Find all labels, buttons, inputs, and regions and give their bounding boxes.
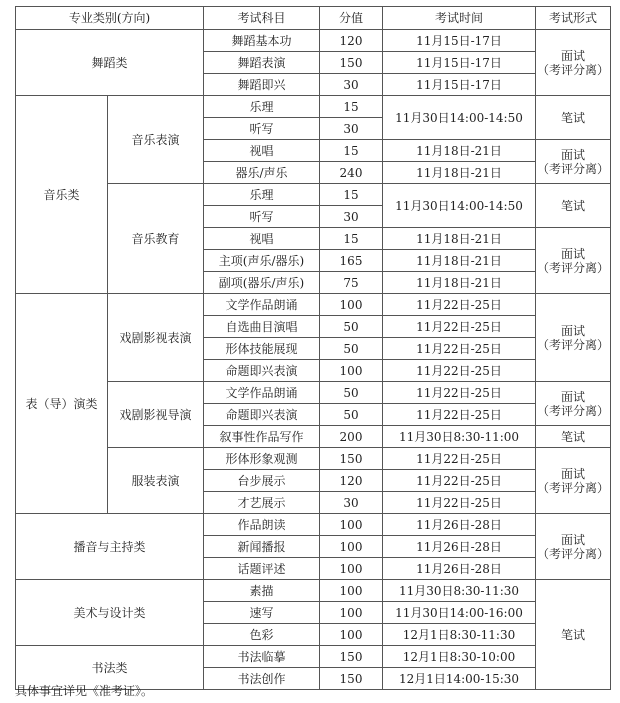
category-art-design: 美术与设计类 (16, 580, 204, 646)
time-cell: 12月1日14:00-15:30 (383, 668, 536, 690)
table-row (16, 30, 611, 52)
form-separation: （考评分离） (536, 337, 609, 352)
score-cell: 100 (320, 602, 383, 624)
subject-cell: 视唱 (204, 228, 320, 250)
subject-cell: 听写 (204, 118, 320, 140)
time-cell: 11月22日-25日 (383, 404, 536, 426)
table-row (16, 294, 611, 316)
subject-cell: 台步展示 (204, 470, 320, 492)
header-form: 考试形式 (536, 7, 611, 30)
score-cell: 100 (320, 624, 383, 646)
time-cell: 11月22日-25日 (383, 492, 536, 514)
time-cell: 11月30日14:00-14:50 (383, 184, 536, 228)
score-cell: 30 (320, 118, 383, 140)
score-cell: 30 (320, 74, 383, 96)
form-interview: 面试 (560, 466, 585, 481)
score-cell: 50 (320, 338, 383, 360)
time-cell: 11月18日-21日 (383, 250, 536, 272)
form-cell (536, 448, 611, 514)
table-row (16, 580, 611, 602)
subject-cell: 副项(器乐/声乐) (204, 272, 320, 294)
subject-cell: 乐理 (204, 184, 320, 206)
subject-cell: 色彩 (204, 624, 320, 646)
subject-cell: 书法创作 (204, 668, 320, 690)
exam-schedule (15, 6, 611, 690)
time-cell: 11月30日8:30-11:00 (383, 426, 536, 448)
time-cell: 11月22日-25日 (383, 448, 536, 470)
score-cell: 150 (320, 52, 383, 74)
time-cell: 11月18日-21日 (383, 228, 536, 250)
score-cell: 15 (320, 96, 383, 118)
time-cell: 11月18日-21日 (383, 140, 536, 162)
form-cell (536, 228, 611, 294)
score-cell: 150 (320, 668, 383, 690)
subject-cell: 素描 (204, 580, 320, 602)
form-separation: （考评分离） (536, 546, 609, 561)
score-cell: 120 (320, 470, 383, 492)
form-interview: 面试 (560, 246, 585, 261)
category-dance: 舞蹈类 (16, 30, 204, 96)
exam-schedule-table (15, 6, 611, 690)
time-cell: 11月22日-25日 (383, 338, 536, 360)
subject-cell: 形体技能展现 (204, 338, 320, 360)
subject-cell: 乐理 (204, 96, 320, 118)
form-interview: 面试 (560, 323, 585, 338)
score-cell: 50 (320, 404, 383, 426)
time-cell: 11月22日-25日 (383, 382, 536, 404)
subject-cell: 自选曲目演唱 (204, 316, 320, 338)
time-cell: 11月15日-17日 (383, 30, 536, 52)
score-cell: 120 (320, 30, 383, 52)
subject-cell: 新闻播报 (204, 536, 320, 558)
subject-cell: 话题评述 (204, 558, 320, 580)
time-cell: 11月22日-25日 (383, 360, 536, 382)
subject-cell: 主项(声乐/器乐) (204, 250, 320, 272)
direction-drama-directing: 戏剧影视导演 (108, 382, 204, 448)
time-cell: 12月1日8:30-10:00 (383, 646, 536, 668)
time-cell: 11月22日-25日 (383, 316, 536, 338)
form-separation: （考评分离） (536, 403, 609, 418)
score-cell: 100 (320, 580, 383, 602)
form-separation: （考评分离） (536, 161, 609, 176)
subject-cell: 舞蹈即兴 (204, 74, 320, 96)
table-row (16, 646, 611, 668)
category-acting: 表（导）演类 (16, 294, 108, 514)
form-separation: （考评分离） (536, 62, 609, 77)
form-separation: （考评分离） (536, 260, 609, 275)
subject-cell: 视唱 (204, 140, 320, 162)
category-music: 音乐类 (16, 96, 108, 294)
direction-music-performance: 音乐表演 (108, 96, 204, 184)
header-subject: 考试科目 (204, 7, 320, 30)
header-major: 专业类别(方向) (16, 7, 204, 30)
subject-cell: 速写 (204, 602, 320, 624)
category-broadcast: 播音与主持类 (16, 514, 204, 580)
subject-cell: 作品朗读 (204, 514, 320, 536)
form-cell (536, 382, 611, 426)
subject-cell: 舞蹈基本功 (204, 30, 320, 52)
score-cell: 200 (320, 426, 383, 448)
form-interview: 面试 (560, 389, 585, 404)
time-cell: 11月26日-28日 (383, 558, 536, 580)
subject-cell: 器乐/声乐 (204, 162, 320, 184)
subject-cell: 舞蹈表演 (204, 52, 320, 74)
score-cell: 100 (320, 558, 383, 580)
score-cell: 50 (320, 382, 383, 404)
score-cell: 165 (320, 250, 383, 272)
score-cell: 150 (320, 646, 383, 668)
score-cell: 240 (320, 162, 383, 184)
form-separation: （考评分离） (536, 480, 609, 495)
score-cell: 15 (320, 228, 383, 250)
direction-fashion-performance: 服装表演 (108, 448, 204, 514)
score-cell: 100 (320, 294, 383, 316)
score-cell: 100 (320, 536, 383, 558)
header-row (16, 7, 611, 30)
time-cell: 11月15日-17日 (383, 52, 536, 74)
time-cell: 11月22日-25日 (383, 294, 536, 316)
subject-cell: 命题即兴表演 (204, 404, 320, 426)
subject-cell: 命题即兴表演 (204, 360, 320, 382)
score-cell: 150 (320, 448, 383, 470)
time-cell: 11月22日-25日 (383, 470, 536, 492)
form-interview: 面试 (560, 532, 585, 547)
form-written: 笔试 (536, 96, 611, 140)
form-cell (536, 514, 611, 580)
direction-music-education: 音乐教育 (108, 184, 204, 294)
score-cell: 15 (320, 184, 383, 206)
table-row (16, 96, 611, 118)
header-score: 分值 (320, 7, 383, 30)
form-cell (536, 294, 611, 382)
form-cell (536, 140, 611, 184)
table-row (16, 514, 611, 536)
time-cell: 11月18日-21日 (383, 272, 536, 294)
score-cell: 100 (320, 514, 383, 536)
time-cell: 11月26日-28日 (383, 514, 536, 536)
score-cell: 15 (320, 140, 383, 162)
score-cell: 30 (320, 492, 383, 514)
score-cell: 100 (320, 360, 383, 382)
subject-cell: 形体形象观测 (204, 448, 320, 470)
subject-cell: 才艺展示 (204, 492, 320, 514)
form-cell (536, 30, 611, 96)
score-cell: 75 (320, 272, 383, 294)
form-interview: 面试 (560, 147, 585, 162)
time-cell: 11月30日8:30-11:30 (383, 580, 536, 602)
footnote: 具体事宜详见《准考证》。 (15, 684, 154, 698)
form-interview: 面试 (560, 48, 585, 63)
subject-cell: 文学作品朗诵 (204, 382, 320, 404)
score-cell: 30 (320, 206, 383, 228)
time-cell: 11月26日-28日 (383, 536, 536, 558)
subject-cell: 书法临摹 (204, 646, 320, 668)
time-cell: 12月1日8:30-11:30 (383, 624, 536, 646)
time-cell: 11月18日-21日 (383, 162, 536, 184)
form-written: 笔试 (536, 426, 611, 448)
subject-cell: 听写 (204, 206, 320, 228)
subject-cell: 叙事性作品写作 (204, 426, 320, 448)
score-cell: 50 (320, 316, 383, 338)
form-written: 笔试 (536, 580, 611, 690)
form-written: 笔试 (536, 184, 611, 228)
direction-drama-performance: 戏剧影视表演 (108, 294, 204, 382)
time-cell: 11月30日14:00-16:00 (383, 602, 536, 624)
category-calligraphy: 书法类 (16, 646, 204, 690)
time-cell: 11月30日14:00-14:50 (383, 96, 536, 140)
time-cell: 11月15日-17日 (383, 74, 536, 96)
subject-cell: 文学作品朗诵 (204, 294, 320, 316)
header-time: 考试时间 (383, 7, 536, 30)
